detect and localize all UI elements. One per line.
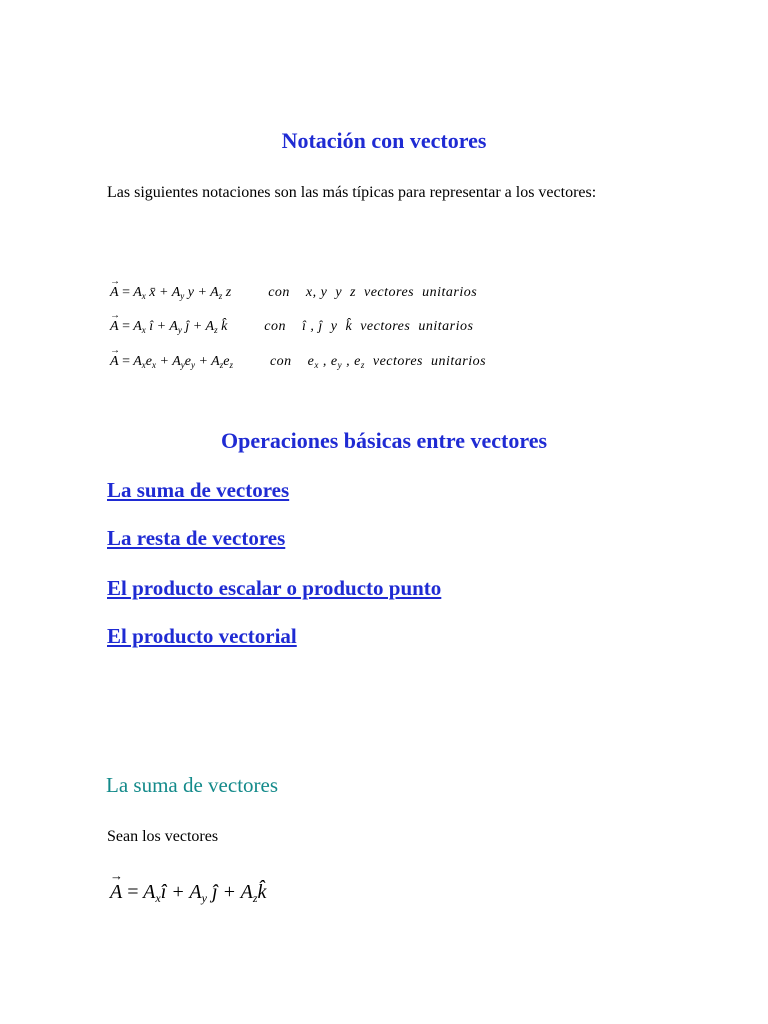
final-equation: → $A = A_xî + A_y$ ĵ + $A_zk̂$	[110, 868, 267, 905]
link-suma-de-vectores[interactable]: La suma de vectores	[107, 478, 290, 502]
vector-a-symbol: → A	[110, 310, 120, 334]
operations-heading: Operaciones básicas entre vectores	[220, 428, 548, 453]
link-producto-vectorial[interactable]: El producto vectorial	[107, 624, 297, 648]
notation-equation-3: → $A = A_xe_x + A_ye_y + A_ze_z$ con $e_x$ , $e_y$ , $e_z$ vectores unitarios	[110, 345, 487, 370]
link-producto-escalar[interactable]: El producto escalar o producto punto	[107, 576, 442, 600]
intro-text: Las siguientes notaciones son las más típicas para representar a los vectores:	[107, 184, 597, 201]
link-resta-de-vectores[interactable]: La resta de vectores	[107, 526, 286, 550]
page-title: Notación con vectores	[281, 128, 487, 153]
notation-equation-1: → $A = A_x$ x̄ + $A_y$ $y + A_z$ z con x, y y z vectores unitarios	[110, 276, 478, 301]
notation-equation-2: → $A = A_x$ î + $A_y$ ĵ + $A_z$ k̂ con î , ĵ y k̂ vectores unitarios	[110, 310, 474, 335]
equation-1-note: con x, y y z vectores unitarios	[268, 285, 478, 300]
vector-a-symbol: → A	[110, 276, 120, 300]
vector-a-symbol: → A	[110, 868, 123, 903]
section-intro-text: Sean los vectores	[107, 828, 219, 845]
equation-3-note: con $e_x$ , $e_y$ , $e_z$ vectores unitarios	[269, 354, 487, 370]
equation-2-note: con î , ĵ y k̂ vectores unitarios	[264, 319, 474, 334]
section-heading: La suma de vectores	[106, 773, 279, 797]
vector-a-symbol: → A	[110, 345, 120, 369]
